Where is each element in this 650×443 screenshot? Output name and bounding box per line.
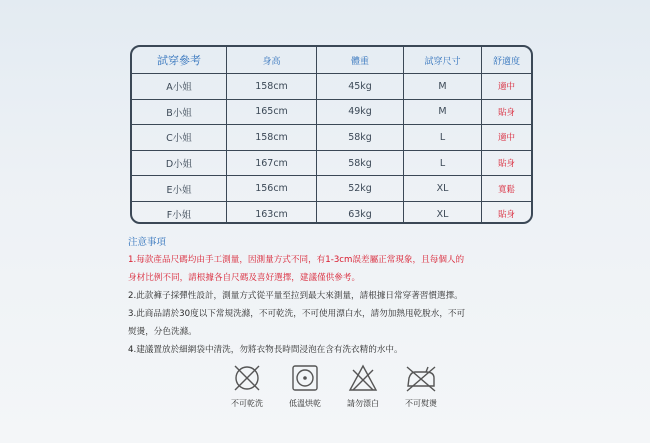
model-height: 163cm (227, 202, 317, 224)
note-line: 熨燙，分色洗滌。 (128, 327, 197, 337)
model-height: 167cm (227, 151, 317, 176)
care-item (218, 364, 276, 409)
note-line: 4.建議置放於細網袋中清洗，勿將衣物長時間浸泡在含有洗衣精的水中。 (128, 345, 403, 355)
no-iron-icon (403, 364, 439, 392)
model-comfort: 貼身 (497, 107, 515, 118)
care-label: 請勿漂白 (347, 399, 379, 408)
care-label: 低溫烘乾 (289, 399, 321, 408)
model-name: A小姐 (132, 74, 227, 99)
table-row (132, 202, 531, 224)
header-size: 試穿尺寸 (404, 47, 482, 73)
model-size: XL (404, 176, 482, 201)
model-comfort: 適中 (497, 133, 515, 144)
model-weight: 52kg (317, 176, 404, 201)
model-name: C小姐 (132, 125, 227, 150)
fit-reference-table (130, 45, 533, 224)
model-height: 156cm (227, 176, 317, 201)
care-item (276, 364, 334, 409)
note-line: 身材比例不同，請根據各自尺碼及喜好選擇，建議僅供參考。 (128, 273, 361, 283)
care-item (334, 364, 392, 409)
table-header-row (132, 47, 531, 74)
tumble-dry-low-icon (289, 364, 321, 392)
note-line: 2.此款褲子採彈性設計，測量方式從平量至拉到最大來測量，請根據日常穿著習慣選擇。 (128, 291, 463, 301)
no-bleach-icon (347, 364, 379, 392)
model-comfort: 寬鬆 (497, 184, 515, 195)
header-height: 身高 (227, 47, 317, 73)
model-name: E小姐 (132, 176, 227, 201)
no-dry-clean-icon (231, 364, 263, 392)
model-size: M (404, 100, 482, 125)
header-fit-reference: 試穿參考 (132, 47, 227, 73)
model-size: XL (404, 202, 482, 224)
table-row (132, 74, 531, 100)
table-row (132, 125, 531, 151)
model-height: 165cm (227, 100, 317, 125)
table-row (132, 151, 531, 177)
notes-section (128, 234, 548, 359)
note-line: 1.每款產品尺碼均由手工測量，因測量方式不同，有1-3cm誤差屬正常現象，且每個人的 (128, 255, 465, 265)
care-label: 不可熨燙 (405, 399, 437, 408)
table-row (132, 176, 531, 202)
note-line: 3.此商品請於30度以下常規洗滌，不可乾洗，不可使用漂白水，請勿加熱甩乾脫水，不可 (128, 309, 466, 319)
model-height: 158cm (227, 74, 317, 99)
header-comfort: 舒適度 (492, 56, 520, 67)
model-size: M (404, 74, 482, 99)
model-weight: 49kg (317, 100, 404, 125)
model-weight: 45kg (317, 74, 404, 99)
model-comfort: 貼身 (497, 210, 515, 221)
model-weight: 63kg (317, 202, 404, 224)
model-height: 158cm (227, 125, 317, 150)
model-size: L (404, 125, 482, 150)
model-weight: 58kg (317, 151, 404, 176)
model-comfort: 適中 (497, 82, 515, 93)
model-weight: 58kg (317, 125, 404, 150)
notes-title: 注意事項 (128, 237, 167, 248)
table-row (132, 100, 531, 126)
model-name: D小姐 (132, 151, 227, 176)
model-name: F小姐 (132, 202, 227, 224)
header-weight: 體重 (317, 47, 404, 73)
model-name: B小姐 (132, 100, 227, 125)
care-instructions (218, 364, 448, 414)
model-comfort: 貼身 (497, 159, 515, 170)
care-item (392, 364, 450, 409)
care-label: 不可乾洗 (231, 399, 263, 408)
model-size: L (404, 151, 482, 176)
